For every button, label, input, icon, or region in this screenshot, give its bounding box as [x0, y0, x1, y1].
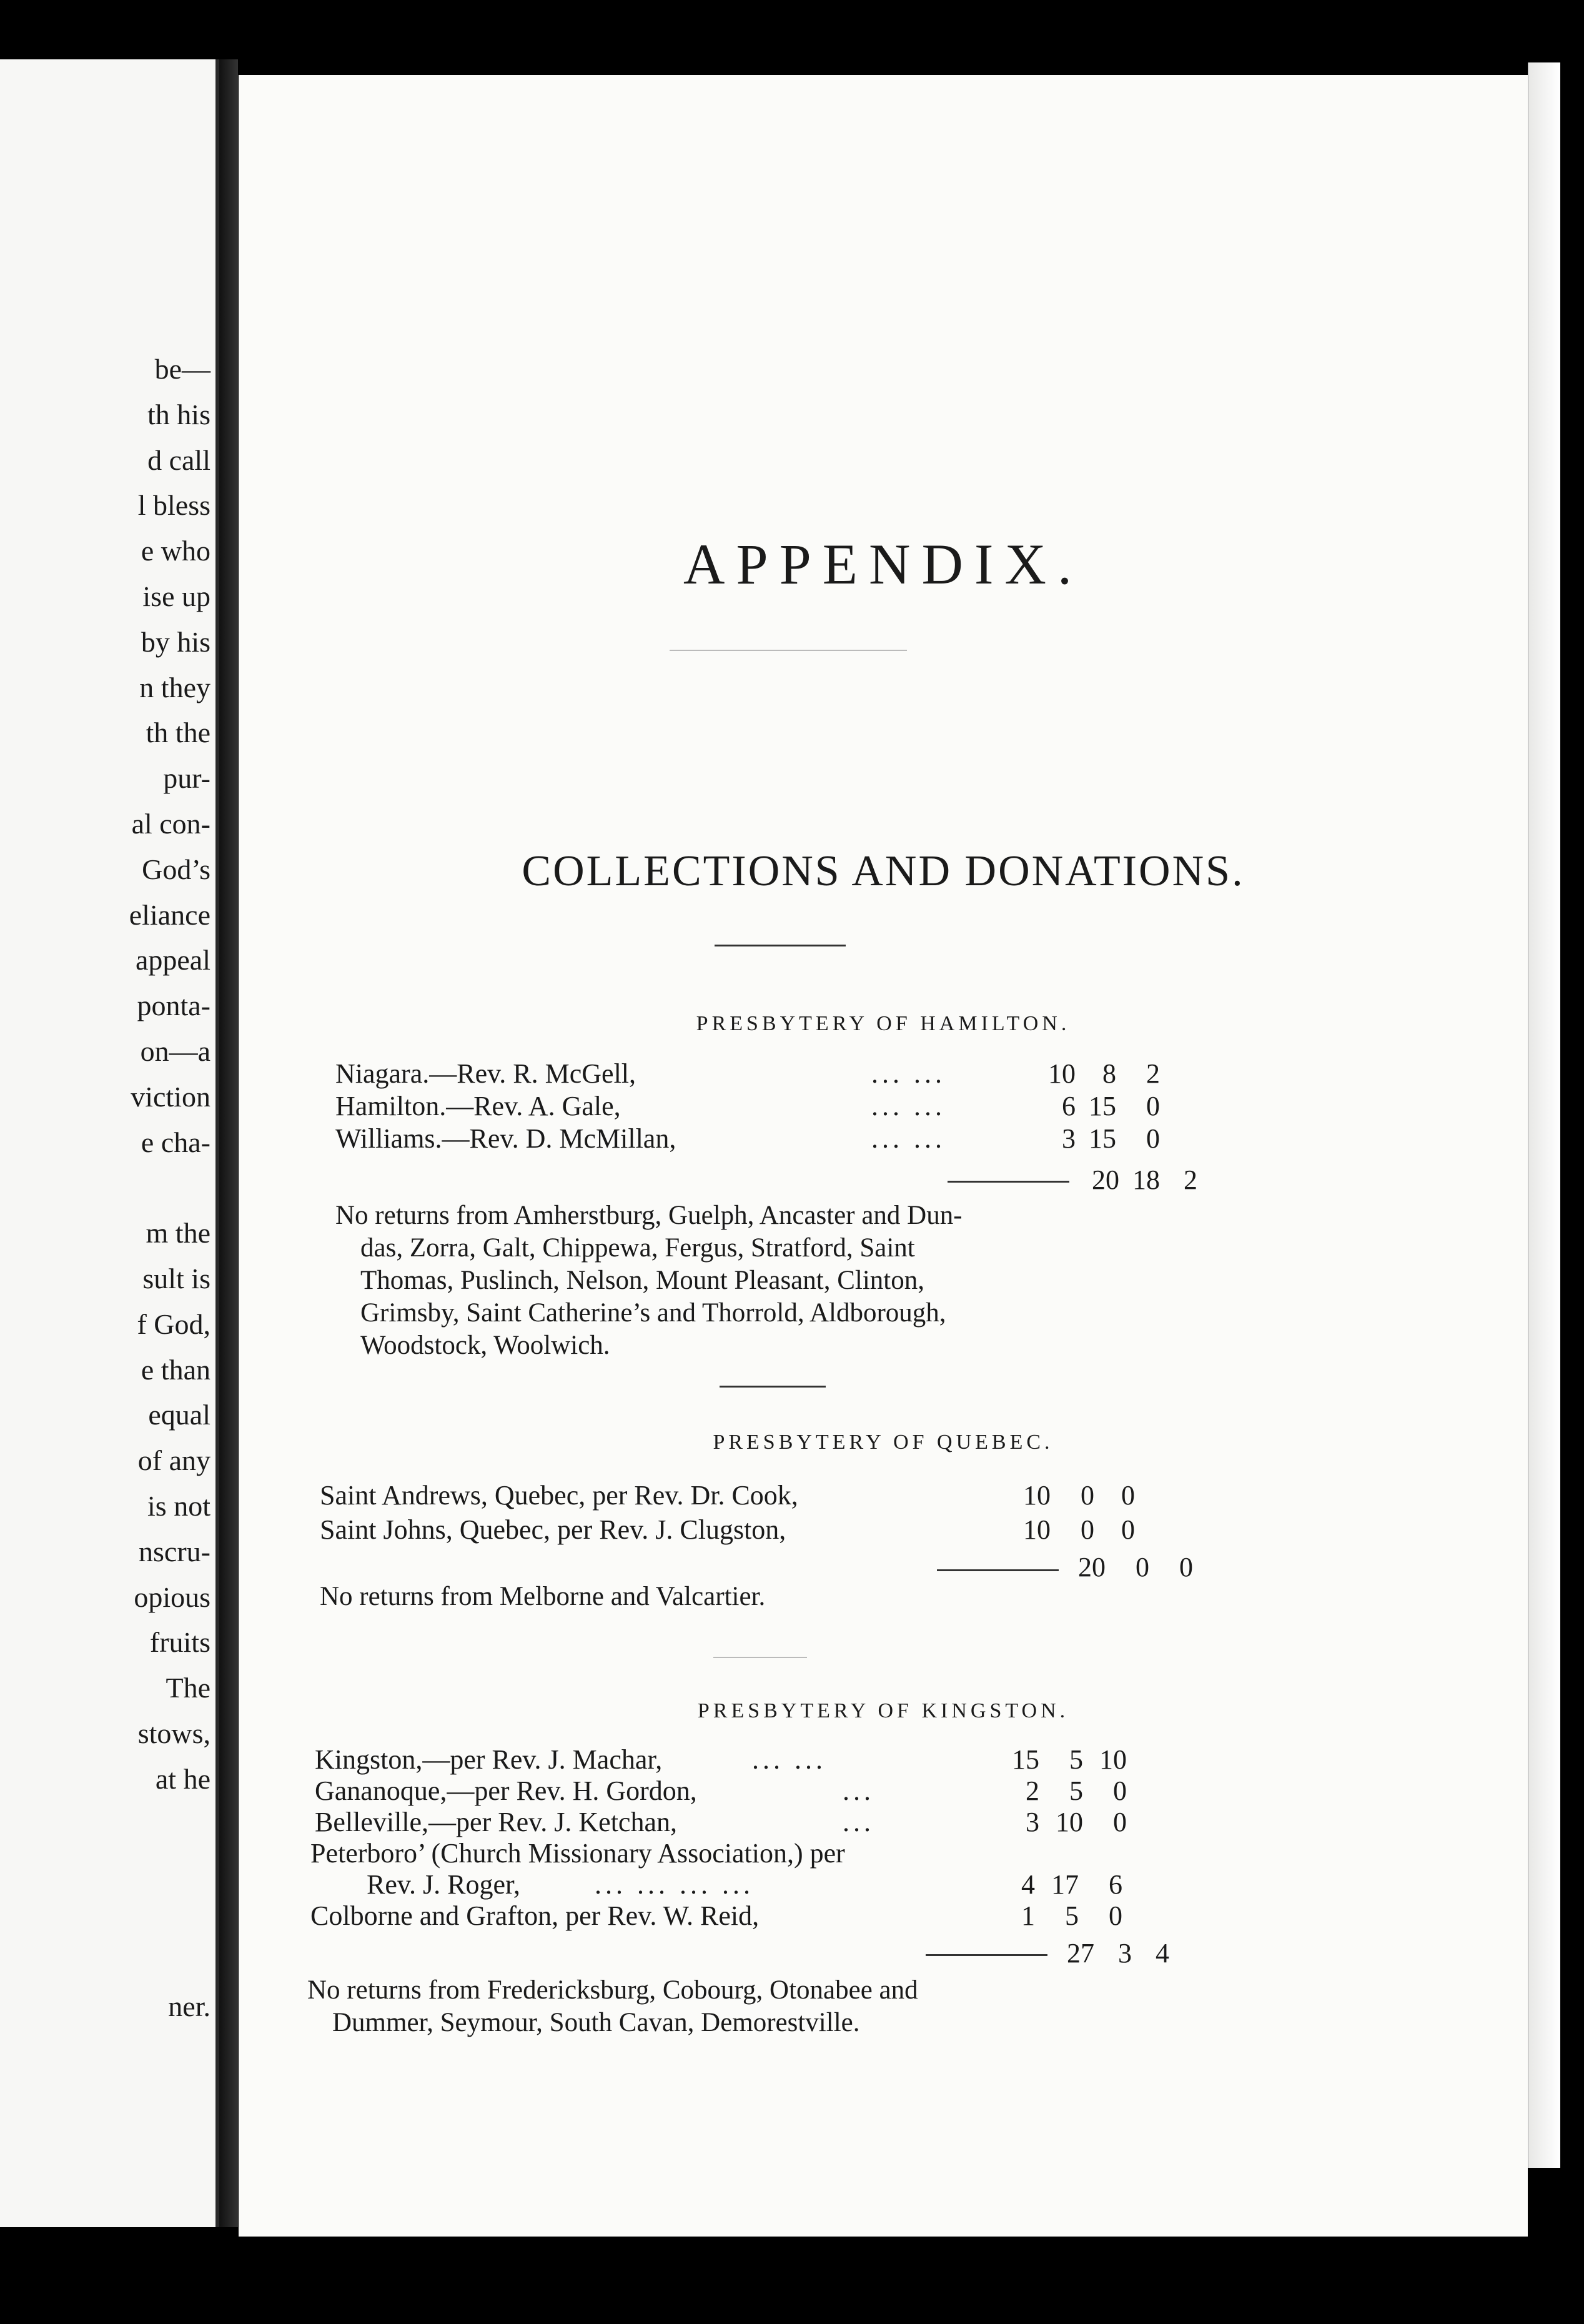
note-line: Thomas, Puslinch, Nelson, Mount Pleasant, Clinton, — [360, 1266, 924, 1295]
presbytery-total — [1076, 1165, 1325, 1195]
left-line: n they — [139, 671, 210, 703]
left-line: of any — [137, 1444, 210, 1477]
left-line: pur- — [163, 762, 210, 795]
entry-row — [310, 1839, 1310, 1869]
subtotal-rule — [926, 1954, 1047, 1956]
entry-row — [320, 1481, 1319, 1511]
left-page-text — [0, 347, 210, 2029]
entry-dots: ... ... — [871, 1058, 946, 1089]
subtotal-rule — [948, 1181, 1069, 1183]
left-line: is not — [147, 1489, 210, 1522]
note-line: das, Zorra, Galt, Chippewa, Fergus, Stratford, Saint — [360, 1233, 915, 1263]
amount-pence: 6 — [1109, 1869, 1122, 1900]
amount-shillings: 5 — [1069, 1775, 1083, 1806]
title-rule — [670, 650, 907, 651]
entry-label: Hamilton.—Rev. A. Gale, — [335, 1091, 621, 1121]
amount-pence: 0 — [1113, 1775, 1127, 1806]
left-line: on—a — [140, 1035, 210, 1067]
entry-row — [315, 1745, 1314, 1775]
left-line: e cha- — [141, 1126, 210, 1158]
entry-label: Peterboro’ (Church Missionary Association,) per — [310, 1838, 845, 1869]
entry-dots: ... ... — [871, 1123, 946, 1154]
total-pounds: 20 — [1078, 1552, 1106, 1582]
page-content — [239, 75, 1528, 2237]
amount-shillings: 5 — [1065, 1900, 1079, 1931]
entry-row — [315, 1807, 1314, 1837]
presbytery-heading-quebec: PRESBYTERY OF QUEBEC. — [713, 1431, 1054, 1454]
left-line: God’s — [142, 853, 210, 885]
divider-rule — [713, 1657, 807, 1658]
left-line: th the — [146, 717, 210, 749]
left-line: stows, — [137, 1717, 210, 1749]
amount-shillings: 17 — [1051, 1869, 1079, 1900]
left-line: e than — [141, 1353, 210, 1386]
left-line: opious — [134, 1581, 210, 1613]
left-facing-page — [0, 59, 219, 2227]
left-line: th his — [147, 398, 210, 430]
left-line: be— — [154, 353, 210, 385]
total-pence: 0 — [1179, 1552, 1193, 1582]
left-line — [0, 1802, 210, 1848]
entry-label: Colborne and Grafton, per Rev. W. Reid, — [310, 1900, 760, 1931]
total-shillings: 0 — [1136, 1552, 1149, 1582]
note-line: Grimsby, Saint Catherine’s and Thorrold, Aldborough, — [360, 1298, 946, 1328]
total-pence: 2 — [1184, 1164, 1197, 1195]
amount-shillings: 15 — [1089, 1123, 1116, 1154]
section-title: COLLECTIONS AND DONATIONS. — [522, 847, 1245, 895]
left-line: by his — [141, 625, 210, 658]
amount-pence: 0 — [1146, 1091, 1160, 1121]
amount-pence: 0 — [1121, 1480, 1135, 1511]
note-line: No returns from Fredericksburg, Cobourg, Otonabee and — [307, 1975, 918, 2005]
amount-pence: 0 — [1113, 1807, 1127, 1837]
book-gutter — [219, 59, 238, 2227]
page-title: APPENDIX. — [683, 532, 1083, 596]
presbytery-heading-kingston: PRESBYTERY OF KINGSTON. — [697, 1699, 1069, 1722]
left-line: m the — [146, 1217, 210, 1249]
section-rule — [715, 945, 846, 946]
amount-pounds: 10 — [1023, 1514, 1051, 1545]
entry-row — [335, 1091, 1335, 1121]
entry-dots: ... ... ... ... — [595, 1869, 754, 1900]
total-pounds: 27 — [1067, 1938, 1094, 1969]
amount-pence: 0 — [1109, 1900, 1122, 1931]
left-line: appeal — [135, 944, 210, 976]
amount-shillings: 15 — [1089, 1091, 1116, 1121]
left-line — [0, 1893, 210, 1939]
amount-pounds: 10 — [1048, 1058, 1076, 1089]
left-line: nscru- — [139, 1535, 210, 1567]
entry-row — [320, 1515, 1319, 1545]
presbytery-heading-hamilton: PRESBYTERY OF HAMILTON. — [696, 1012, 1071, 1035]
page-edge — [1528, 62, 1560, 2168]
entry-label: Saint Johns, Quebec, per Rev. J. Clugston, — [320, 1514, 786, 1545]
amount-pounds: 15 — [1012, 1744, 1039, 1775]
left-line: d call — [147, 444, 210, 476]
no-returns-note — [307, 1974, 1282, 2039]
left-line: The — [166, 1672, 210, 1704]
left-line: viction — [131, 1080, 210, 1113]
left-line: e who — [141, 535, 210, 567]
amount-shillings: 0 — [1081, 1480, 1094, 1511]
entry-label: Rev. J. Roger, — [367, 1869, 520, 1900]
left-line: sult is — [142, 1262, 210, 1294]
amount-pounds: 2 — [1026, 1775, 1039, 1806]
note-line: Dummer, Seymour, South Cavan, Demorestville. — [332, 2008, 860, 2037]
left-line — [0, 1165, 210, 1211]
entry-row — [315, 1776, 1314, 1806]
left-line: ponta- — [137, 990, 210, 1022]
no-returns-note — [320, 1581, 1294, 1613]
left-line: eliance — [129, 898, 210, 931]
entry-row — [367, 1870, 1366, 1900]
entry-row — [335, 1059, 1335, 1089]
entry-row — [310, 1901, 1310, 1931]
left-line: equal — [148, 1399, 210, 1431]
amount-pounds: 1 — [1021, 1900, 1035, 1931]
total-pence: 4 — [1156, 1938, 1169, 1969]
amount-pounds: 4 — [1021, 1869, 1035, 1900]
left-line: f God, — [137, 1308, 210, 1340]
divider-rule — [720, 1386, 826, 1388]
left-line — [0, 1847, 210, 1893]
amount-shillings: 10 — [1056, 1807, 1083, 1837]
entry-dots: ... ... — [871, 1091, 946, 1121]
amount-pounds: 3 — [1026, 1807, 1039, 1837]
left-line: ise up — [142, 580, 210, 612]
amount-pounds: 6 — [1062, 1091, 1076, 1121]
amount-pence: 10 — [1099, 1744, 1127, 1775]
entry-label: Niagara.—Rev. R. McGell, — [335, 1058, 636, 1089]
left-line: l bless — [137, 489, 210, 522]
entry-dots: ... ... — [752, 1744, 826, 1775]
total-shillings: 18 — [1132, 1164, 1160, 1195]
entry-label: Gananoque,—per Rev. H. Gordon, — [315, 1775, 697, 1806]
amount-pence: 0 — [1121, 1514, 1135, 1545]
entry-row — [335, 1124, 1335, 1154]
presbytery-total — [1062, 1552, 1312, 1582]
amount-pence: 2 — [1146, 1058, 1160, 1089]
amount-shillings: 0 — [1081, 1514, 1094, 1545]
entry-label: Williams.—Rev. D. McMillan, — [335, 1123, 676, 1154]
left-line: at he — [155, 1762, 210, 1795]
note-line: No returns from Melborne and Valcartier. — [320, 1582, 766, 1611]
amount-shillings: 8 — [1102, 1058, 1116, 1089]
presbytery-total — [1051, 1939, 1300, 1969]
total-shillings: 3 — [1118, 1938, 1132, 1969]
amount-pence: 0 — [1146, 1123, 1160, 1154]
no-returns-note — [335, 1199, 1310, 1362]
entry-dots: ... — [843, 1775, 874, 1806]
left-line: ner. — [168, 1990, 210, 2022]
left-line: al con- — [131, 807, 210, 840]
entry-label: Belleville,—per Rev. J. Ketchan, — [315, 1807, 677, 1837]
entry-dots: ... — [843, 1807, 874, 1837]
note-line: Woodstock, Woolwich. — [360, 1331, 610, 1360]
left-line: fruits — [149, 1626, 210, 1659]
amount-shillings: 5 — [1069, 1744, 1083, 1775]
amount-pounds: 10 — [1023, 1480, 1051, 1511]
left-line — [0, 1939, 210, 1984]
entry-label: Saint Andrews, Quebec, per Rev. Dr. Cook, — [320, 1480, 798, 1511]
subtotal-rule — [937, 1569, 1059, 1571]
appendix-page — [239, 75, 1528, 2237]
amount-pounds: 3 — [1062, 1123, 1076, 1154]
entry-label: Kingston,—per Rev. J. Machar, — [315, 1744, 663, 1775]
total-pounds: 20 — [1092, 1164, 1119, 1195]
note-line: No returns from Amherstburg, Guelph, Ancaster and Dun- — [335, 1201, 963, 1230]
